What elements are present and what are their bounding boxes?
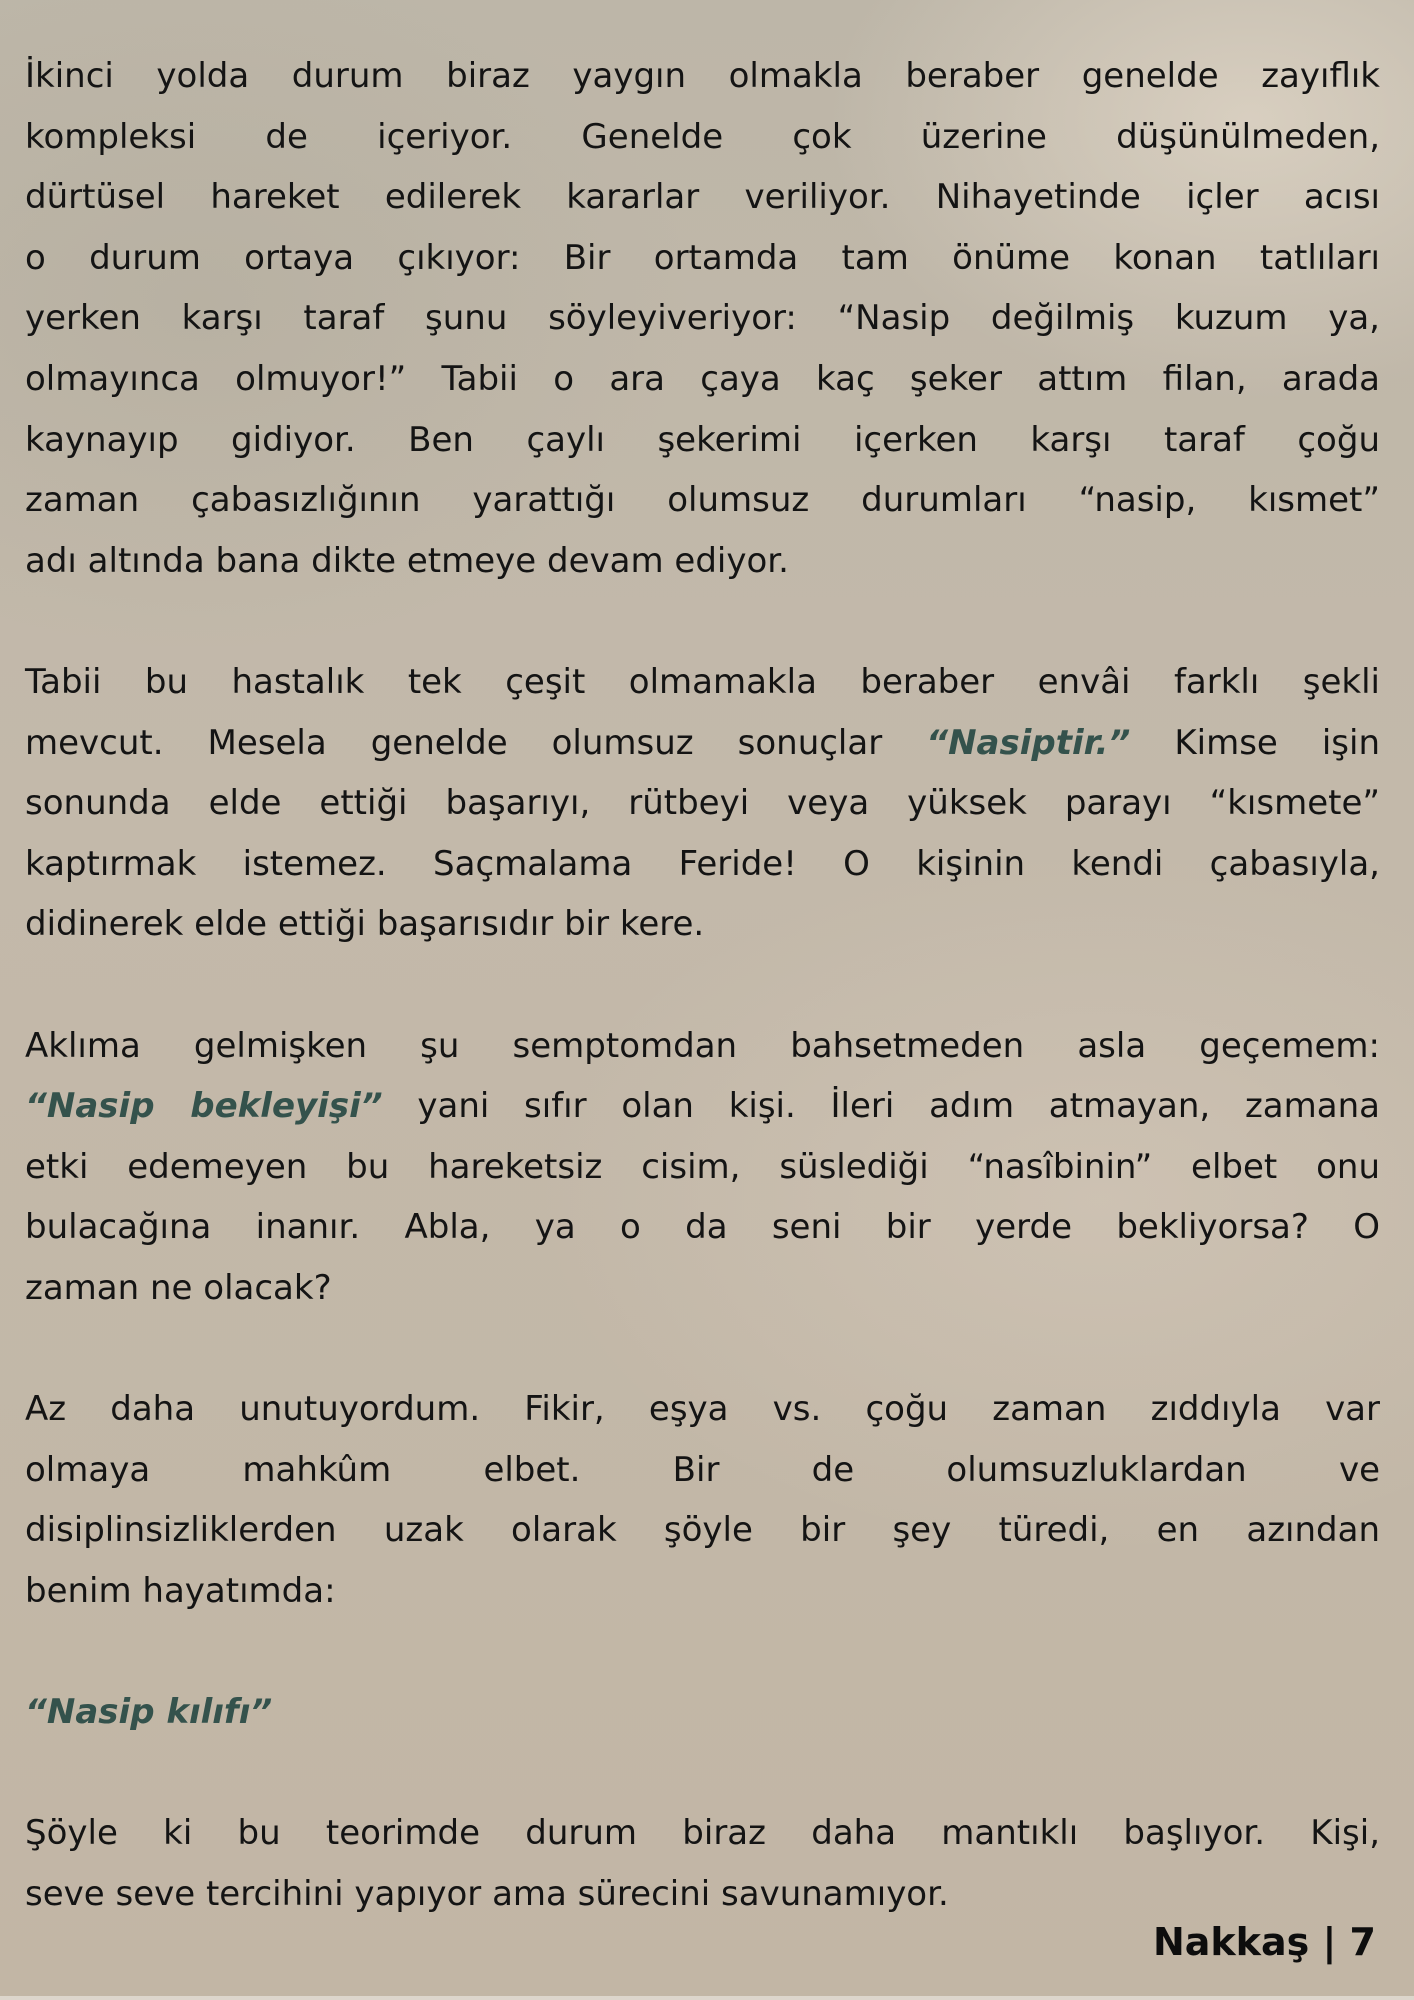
paragraph [25,1379,1380,1621]
body-text: zaman ne olacak? [25,1267,332,1308]
text-line [25,1440,1380,1501]
body-text: kaynayıp gidiyor. Ben çaylı şekerimi içerken karşı taraf çoğu [25,419,1380,460]
emphasis-text: “Nasiptir.” [926,722,1131,763]
emphasis-text: “Nasip bekleyişi” [25,1086,383,1127]
body-text: disiplinsizliklerden uzak olarak şöyle bir şey türedi, en azından [25,1510,1380,1551]
paragraph-gap [25,955,1380,1016]
text-line [25,1016,1380,1077]
text-line [25,1864,1380,1925]
body-text: seve seve tercihini yapıyor ama sürecini savunamıyor. [25,1873,949,1914]
text-line [25,1561,1380,1622]
text-line [25,652,1380,713]
body-text: Tabii bu hastalık tek çeşit olmamakla beraber envâi farklı şekli [25,661,1380,702]
body-text: adı altında bana dikte etmeye devam ediyor. [25,540,789,581]
text-line [25,1197,1380,1258]
body-text: benim hayatımda: [25,1570,336,1611]
body-text: kompleksi de içeriyor. Genelde çok üzerine düşünülmeden, [25,116,1380,157]
body-text: olmaya mahkûm elbet. Bir de olumsuzluklardan ve [25,1449,1380,1490]
body-text: Kimse işin [1130,722,1380,763]
paragraph [25,1803,1380,1924]
text-line [25,167,1380,228]
body-text: sonunda elde ettiği başarıyı, rütbeyi veya yüksek parayı “kısmete” [25,783,1380,824]
paragraph-gap [25,1743,1380,1804]
text-line [25,1258,1380,1319]
body-text: dürtüsel hareket edilerek kararlar veriliyor. Nihayetinde içler acısı [25,177,1380,218]
body-text: mevcut. Mesela genelde olumsuz sonuçlar [25,722,927,763]
body-text: bulacağına inanır. Abla, ya o da seni bir yerde bekliyorsa? O [25,1207,1380,1248]
text-line [25,894,1380,955]
text-line [25,1682,1380,1743]
text-line [25,1500,1380,1561]
paragraph-gap [25,1621,1380,1682]
text-line [25,1076,1380,1137]
text-line [25,1803,1380,1864]
body-text: didinerek elde ettiği başarısıdır bir kere. [25,904,705,945]
text-line [25,713,1380,774]
body-text: yani sıfır olan kişi. İleri adım atmayan, zamana [382,1086,1380,1127]
section-heading [25,1682,1380,1743]
text-line [25,349,1380,410]
text-line [25,531,1380,592]
text-line [25,228,1380,289]
text-line [25,288,1380,349]
body-text: Aklıma gelmişken şu semptomdan bahsetmeden asla geçemem: [25,1025,1380,1066]
text-line [25,470,1380,531]
text-line [25,773,1380,834]
text-line [25,46,1380,107]
body-text: Şöyle ki bu teorimde durum biraz daha mantıklı başlıyor. Kişi, [25,1813,1380,1854]
emphasis-text: “Nasip kılıfı” [25,1692,273,1733]
document-body [25,46,1380,1924]
text-line [25,107,1380,168]
paragraph-gap [25,591,1380,652]
paragraph [25,46,1380,591]
paragraph-gap [25,1318,1380,1379]
text-line [25,410,1380,471]
paragraph [25,652,1380,955]
body-text: Az daha unutuyordum. Fikir, eşya vs. çoğu zaman zıddıyla var [25,1389,1380,1430]
text-line [25,834,1380,895]
body-text: yerken karşı taraf şunu söyleyiveriyor: “Nasip değilmiş kuzum ya, [25,298,1380,339]
body-text: olmayınca olmuyor!” Tabii o ara çaya kaç şeker attım filan, arada [25,358,1380,399]
body-text: etki edemeyen bu hareketsiz cisim, süslediği “nasîbinin” elbet onu [25,1146,1380,1187]
body-text: o durum ortaya çıkıyor: Bir ortamda tam önüme konan tatlıları [25,237,1380,278]
page-footer: Nakkaş | 7 [1152,1920,1376,1964]
body-text: kaptırmak istemez. Saçmalama Feride! O kişinin kendi çabasıyla, [25,843,1380,884]
page-edge [0,1996,1414,2000]
body-text: İkinci yolda durum biraz yaygın olmakla beraber genelde zayıflık [25,56,1380,96]
text-line [25,1379,1380,1440]
text-line [25,1137,1380,1198]
paragraph [25,1016,1380,1319]
body-text: zaman çabasızlığının yarattığı olumsuz durumları “nasip, kısmet” [25,480,1380,521]
